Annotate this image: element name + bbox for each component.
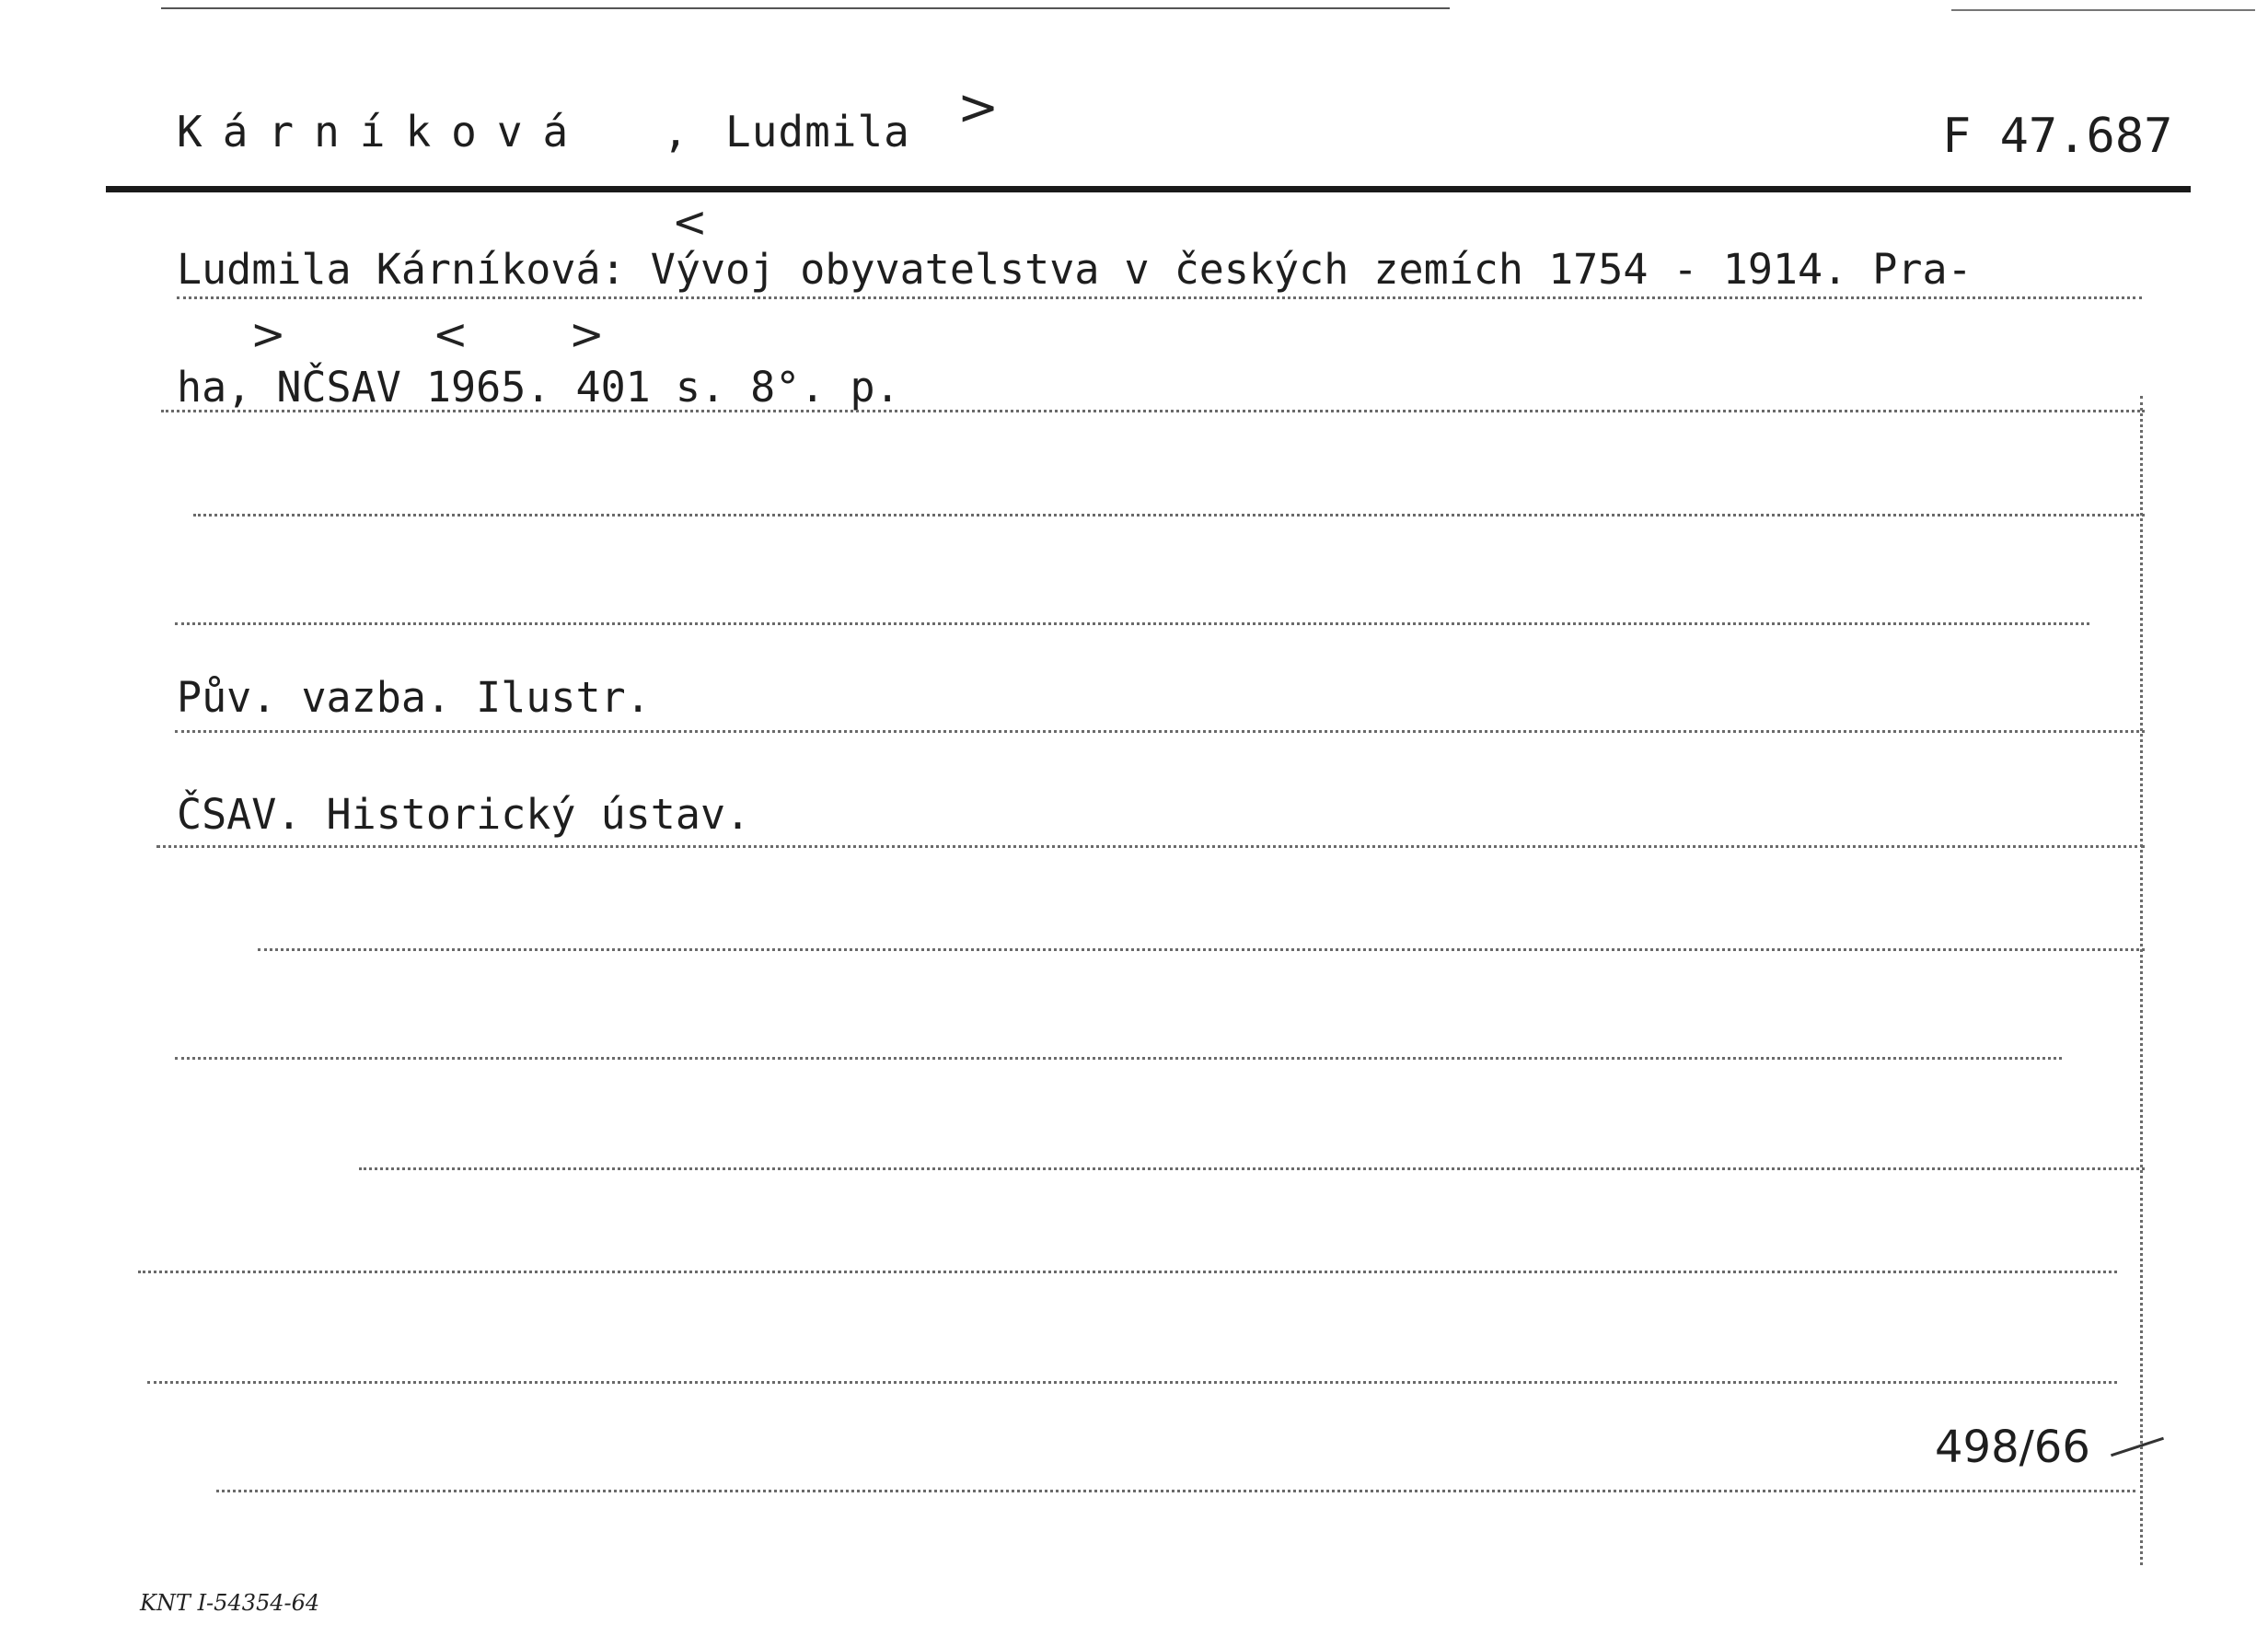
heading-surname: Kárníková <box>177 107 589 157</box>
shelfmark: F 47.687 <box>1942 109 2173 164</box>
gt-mark-praha: > <box>250 309 286 359</box>
heading-rule <box>106 186 2191 192</box>
ruled-line-7 <box>258 948 2145 951</box>
ruled-line-9 <box>359 1167 2145 1170</box>
lt-mark-ncsav: < <box>433 309 469 359</box>
ruled-line-3 <box>193 514 2145 517</box>
ruled-line-4 <box>175 622 2089 625</box>
ruled-line-8 <box>175 1057 2062 1060</box>
entry-line-2-underline <box>161 410 2145 412</box>
entry-line-1: Ludmila Kárníková: Vývoj obyvatelstva v českých zemích 1754 - 1914. Pra- <box>177 245 1973 294</box>
printer-code: KNT I-54354-64 <box>140 1590 320 1616</box>
right-margin-dots <box>2140 396 2143 1565</box>
top-rule <box>161 7 1450 9</box>
provenance: ČSAV. Historický ústav. <box>177 790 751 839</box>
heading-forename: Ludmila <box>725 107 910 157</box>
heading-comma: , <box>663 107 688 157</box>
ruled-line-12 <box>216 1490 2135 1492</box>
top-right-rule <box>1951 9 2255 11</box>
note-binding: Pův. vazba. Ilustr. <box>177 673 651 722</box>
note-binding-underline <box>175 730 2145 733</box>
lt-mark-vyvoj: < <box>672 197 708 247</box>
entry-line-2: ha, NČSAV 1965. 401 s. 8°. p. <box>177 363 900 412</box>
entry-line-1-underline <box>177 296 2142 299</box>
ruled-line-11 <box>147 1381 2117 1384</box>
accession-number: 498/66 <box>1935 1422 2090 1473</box>
gt-mark-heading: > <box>957 78 1000 136</box>
accession-stroke <box>2111 1437 2164 1457</box>
provenance-underline <box>156 845 2145 848</box>
ruled-line-10 <box>138 1271 2117 1273</box>
gt-mark-ncsav: > <box>569 309 605 359</box>
